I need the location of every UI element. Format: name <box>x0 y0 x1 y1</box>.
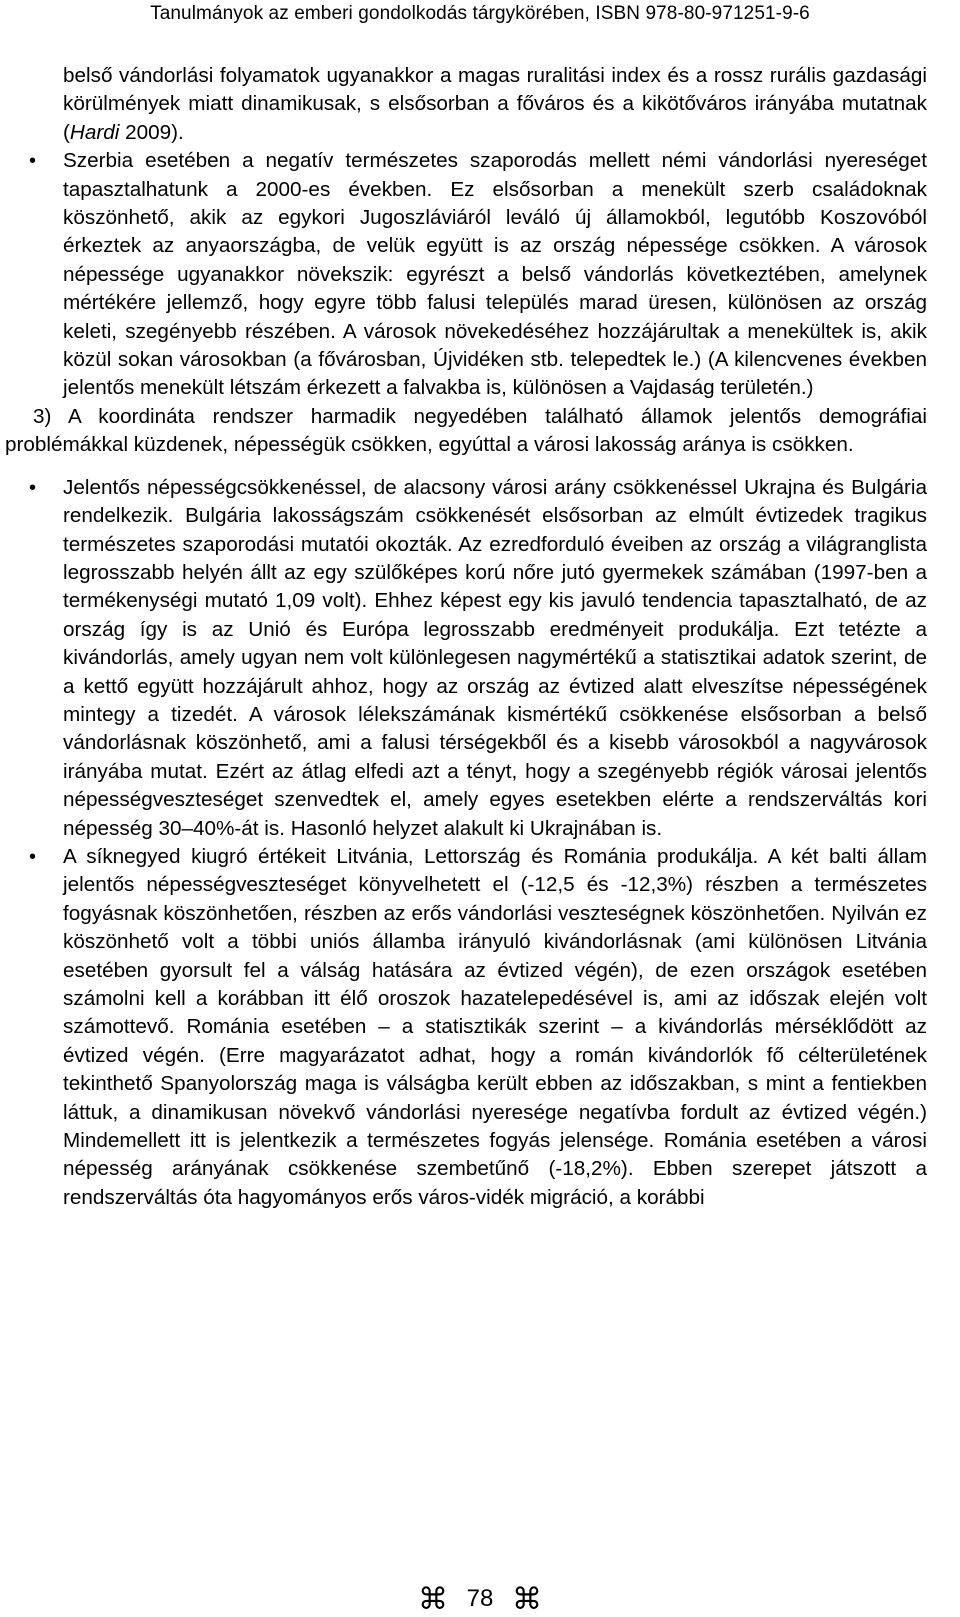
bullet-item-baltic-romania <box>5 843 927 1212</box>
running-header <box>0 0 960 28</box>
bullet-item-serbia <box>5 147 927 403</box>
place-of-interest-icon: ⌘ <box>417 1582 448 1617</box>
bullet-item-ukraine-bulgaria <box>5 474 927 843</box>
page-footer <box>0 1582 960 1617</box>
bullet-text: Szerbia esetében a negatív természetes szaporodás mellett némi vándorlási nyereséget tapasztalhatunk a 2000-es években. Ez elsősorban a menekült szerb családoknak köszönhető, akik az egykori Jugoszláviáról leváló új államokból, legutóbb Koszovóból érkeztek az anyaországba, de velük együtt is az ország népessége csökken. A városok népessége ugyanakkor növekszik: egyrészt a belső vándorlás következtében, amelynek mértékére jellemző, hogy egyre több falusi település marad üresen, különösen az ország keleti, szegényebb részében. A városok növekedéséhez hozzájárultak a menekültek is, akik közül sokan városokban (a fővárosban, Újvidéken stb. telepedtek le.) (A kilencvenes években jelentős menekült létszám érkezett a falvakba is, különösen a Vajdaság területén.) <box>63 149 927 400</box>
bullet-icon: • <box>29 150 37 173</box>
bullet-text: Jelentős népességcsökkenéssel, de alacsony városi arány csökkenéssel Ukrajna és Bulgária rendelkezik. Bulgária lakosságszám csökkenését elsősorban az elmúlt évtizedek tragikus természetes szaporodási mutatói okozták. Az ezredforduló éveiben az ország a világranglista legrosszabb helyén állt az egy szülőképes korú nőre jutó gyermekek számában (1997-ben a termékenységi mutató 1,09 volt). Ehhez képest egy kis javuló tendencia tapasztalható, de az ország így is az Unió és Európa legrosszabb eredményeit produkálja. Ezt tetézte a kivándorlás, amely ugyan nem volt különlegesen nagymértékű a statisztikai adatok szerint, de a kettő együtt hozzájárult ahhoz, hogy az ország az évtized alatt elveszítse népességének mintegy a tizedét. A városok lélekszámának kismértékű csökkenése elsősorban a belső vándorlásnak köszönhető, ami a falusi térségekből és a kisebb városokból a nagyvárosok irányába mutat. Ezért az átlag elfedi azt a tényt, hogy a szegényebb régiók városai jelentős népességveszteséget szenvedtek el, amely egyes esetekben elérte a rendszerváltás kori népesség 30–40%-át is. Hasonló helyzet alakult ki Ukrajnában is. <box>63 475 927 840</box>
bullet-icon: • <box>29 476 37 499</box>
section-text: A koordináta rendszer harmadik negyedében található államok jelentős demográfiai problémákkal küzdenek, népességük csökken, egyúttal a városi lakosság aránya is csökken. <box>5 404 928 457</box>
place-of-interest-icon: ⌘ <box>512 1582 543 1617</box>
bullet-text: A síknegyed kiugró értékeit Litvánia, Lettország és Románia produkálja. A két balti állam jelentős népességveszteséget könyvelhetett el (-12,5 és -12,3%) részben a természetes fogyásnak köszönhetően, részben az erős vándorlási veszteségnek köszönhetően. Nyilván ez köszönhető volt a többi uniós államba irányuló kivándorlásnak (ami különösen Litvánia esetében gyorsult fel a válság hatására az évtized végén), de ezen országok esetében számolni kell a korábban itt élő oroszok hazatelepedésével is, ami az időszak elején volt számottevő. Románia esetében – a statisztikák szerint – a kivándorlás mérséklődött az évtized végén. (Erre magyarázatot adhat, hogy a román kivándorlók fő célterületének tekinthető Spanyolország maga is válságba került ebben az időszakban, s mint a fentiekben láttuk, a dinamikusan növekvő vándorlási nyeresége negatívba fordult az évtized végén.) Mindemellett itt is jelentkezik a természetes fogyás jelensége. Románia esetében a városi népesség arányának csökkenése szembetűnő (-18,2%). Ebben szerepet játszott a rendszerváltás óta hagyományos erős város-vidék migráció, a korábbi <box>63 844 927 1209</box>
document-body <box>5 62 927 1212</box>
page-number: 78 <box>466 1585 494 1612</box>
section-number: 3) <box>33 404 52 428</box>
paragraph-text: belső vándorlási folyamatok ugyanakkor a magas ruralitási index és a rossz rurális gazdasági körülmények miatt dinamikusak, s elsősorban a főváros és a kikötőváros irányába mutatnak ( <box>63 64 927 144</box>
paragraph-text-end: 2009). <box>119 120 184 144</box>
section-3-paragraph <box>5 403 927 460</box>
citation-author: Hardi <box>69 120 120 144</box>
bullet-icon: • <box>29 845 37 868</box>
running-header-text: Tanulmányok az emberi gondolkodás tárgykörében, ISBN 978-80-971251-9-6 <box>150 3 810 24</box>
continued-paragraph <box>5 62 927 147</box>
